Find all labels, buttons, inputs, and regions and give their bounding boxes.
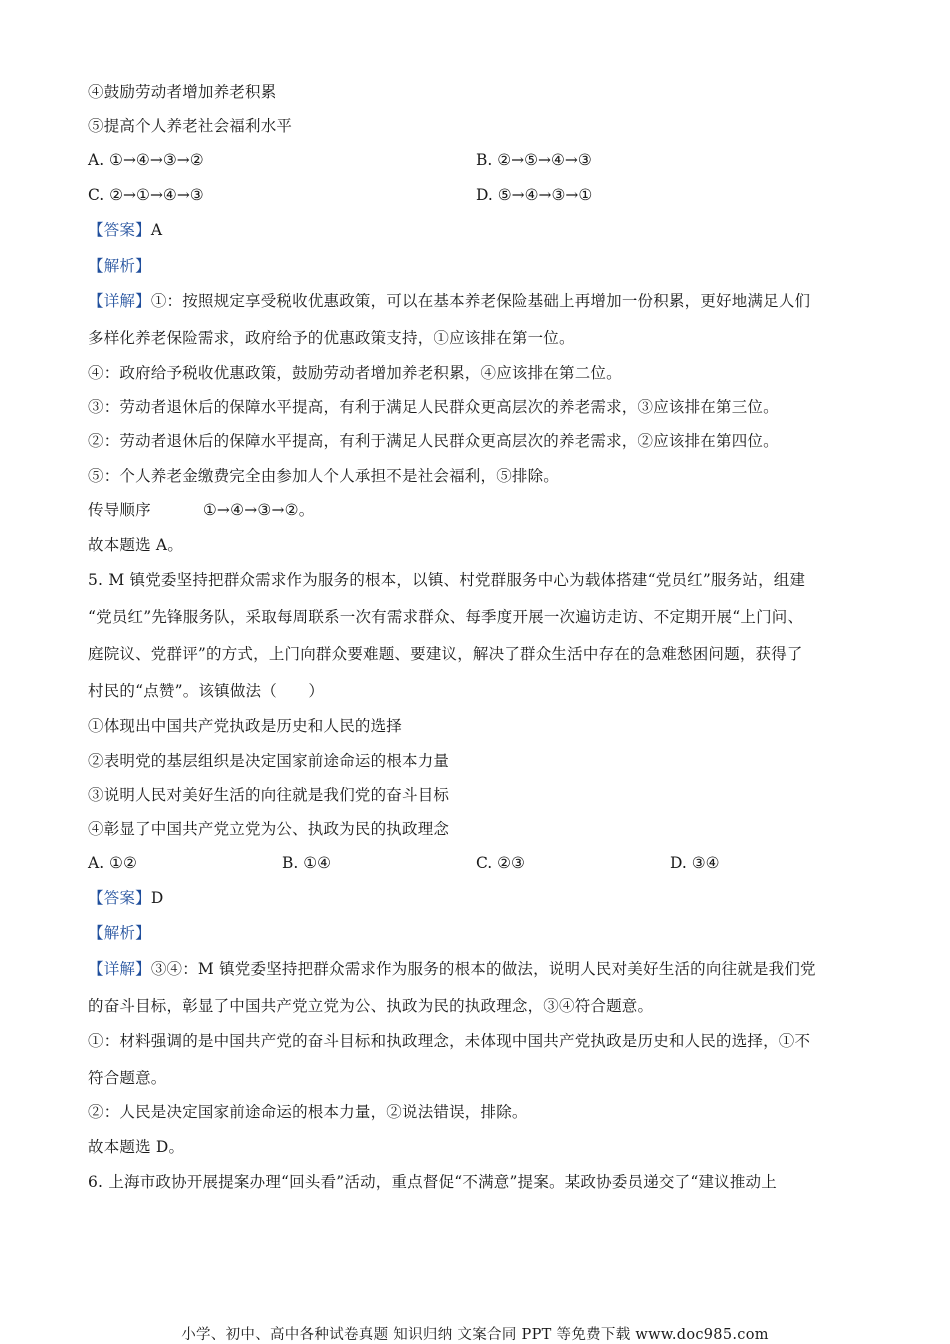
q4-option-b: B. ②→⑤→④→③ [476,151,592,169]
q5-item-3: ③说明人民对美好生活的向往就是我们党的奋斗目标 [88,786,450,804]
q5-option-a: A. ①② [88,854,137,872]
q4-analysis-tag: 【解析】 [88,257,151,275]
q5-stem-line-2: “党员红”先锋服务队，采取每周联系一次有需求群众、每季度开展一次遍访走访、不定期开展“上门问、 [88,608,804,626]
q4-option-a: A. ①→④→③→② [88,151,204,169]
q4-detail-line-2: 多样化养老保险需求，政府给予的优惠政策支持，①应该排在第一位。 [88,329,575,347]
q4-option-c: C. ②→①→④→③ [88,186,204,204]
q4-detail-line-1: 【详解】①：按照规定享受税收优惠政策，可以在基本养老保险基础上再增加一份积累，更好地满足人们 [88,292,811,310]
answer-value: A [150,221,163,239]
q4-conclusion: 故本题选 A。 [88,536,184,554]
q4-sequence [88,500,314,520]
q5-detail-line-4: 符合题意。 [88,1069,167,1087]
q5-option-c: C. ②③ [476,854,525,872]
q5-option-b: B. ①④ [282,854,332,872]
answer-tag: 【答案】 [88,221,151,239]
q5-item-4: ④彰显了中国共产党立党为公、执政为民的执政理念 [88,820,450,838]
sequence-label: 传导顺序 [88,501,151,519]
answer-tag: 【答案】 [88,889,151,907]
q5-stem-line-4: 村民的“点赞”。该镇做法（ ） [88,682,325,700]
q4-option-d: D. ⑤→④→③→① [476,186,593,204]
q5-item-1: ①体现出中国共产党执政是历史和人民的选择 [88,717,403,735]
q5-detail-line-5: ②：人民是决定国家前途命运的根本力量，②说法错误，排除。 [88,1103,528,1121]
q4-detail-line-3: ④：政府给予税收优惠政策，鼓励劳动者增加养老积累，④应该排在第二位。 [88,364,622,382]
q6-stem-line-1: 6. 上海市政协开展提案办理“回头看”活动，重点督促“不满意”提案。某政协委员递交了“建议推动上 [88,1173,777,1191]
q4-item-4: ④鼓励劳动者增加养老积累 [88,83,277,101]
q4-detail-line-5: ②：劳动者退休后的保障水平提高，有利于满足人民群众更高层次的养老需求，②应该排在第四位。 [88,432,779,450]
answer-value: D [150,889,164,907]
q5-item-2: ②表明党的基层组织是决定国家前途命运的根本力量 [88,752,450,770]
q5-answer [88,888,163,908]
q5-option-d: D. ③④ [670,854,720,872]
q5-detail-line-3: ①：材料强调的是中国共产党的奋斗目标和执政理念，未体现中国共产党执政是历史和人民的选择，①不 [88,1032,811,1050]
q5-conclusion: 故本题选 D。 [88,1138,185,1156]
detail-tag: 【详解】 [88,292,151,310]
q5-stem-line-1: 5. M 镇党委坚持把群众需求作为服务的根本，以镇、村党群服务中心为载体搭建“党员红”服务站，组建 [88,571,806,589]
sequence-value: ①→④→③→②。 [202,501,315,519]
q4-answer [88,220,162,240]
q4-detail-line-4: ③：劳动者退休后的保障水平提高，有利于满足人民群众更高层次的养老需求，③应该排在第三位。 [88,398,779,416]
q5-analysis-tag: 【解析】 [88,924,151,942]
q5-detail-line-1: 【详解】③④：M 镇党委坚持把群众需求作为服务的根本的做法，说明人民对美好生活的向往就是我们党 [88,960,816,978]
q4-item-5: ⑤提高个人养老社会福利水平 [88,117,293,135]
detail-tag: 【详解】 [88,960,151,978]
q5-detail-line-2: 的奋斗目标，彰显了中国共产党立党为公、执政为民的执政理念，③④符合题意。 [88,997,654,1015]
q4-detail-line-6: ⑤：个人养老金缴费完全由参加人个人承担不是社会福利，⑤排除。 [88,467,560,485]
footer-text: 小学、初中、高中各种试卷真题 知识归纳 文案合同 PPT 等免费下载 www.doc985.com [181,1327,769,1343]
q5-stem-line-3: 庭院议、党群评”的方式，上门向群众要难题、要建议，解决了群众生活中存在的急难愁困问题，获得了 [88,645,803,663]
